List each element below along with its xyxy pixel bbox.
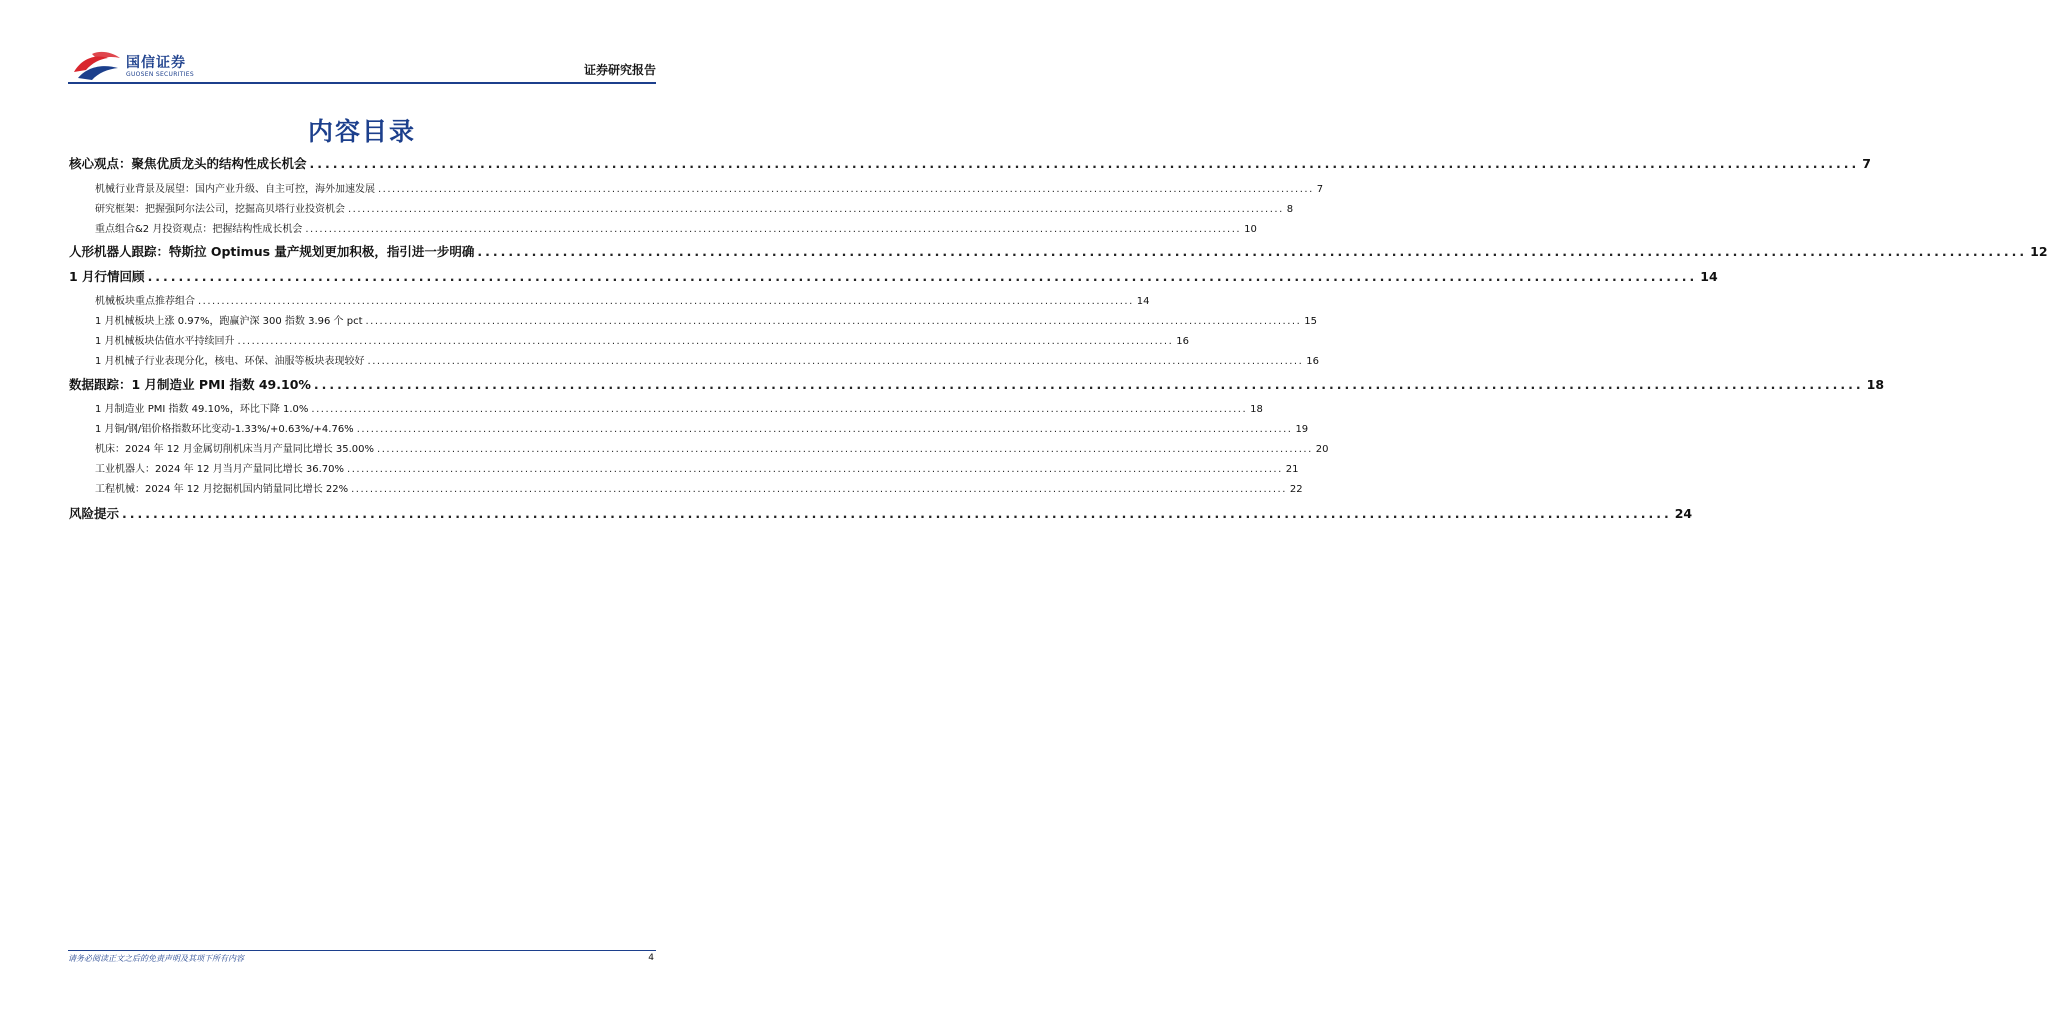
toc-entry-page: 18 (1250, 404, 1263, 415)
toc-entry-subsection[interactable] (95, 460, 1299, 475)
toc-leader-dots: ........................................................................................................................................................................................................ (309, 156, 1860, 171)
page-number: 4 (648, 953, 654, 963)
toc-entry-subsection[interactable] (95, 200, 1294, 215)
toc-entry-title: 数据跟踪：1 月制造业 PMI 指数 49.10% (69, 377, 311, 392)
toc-entry-subsection[interactable] (95, 400, 1263, 415)
toc-entry-title: 研究框架：把握强阿尔法公司，挖掘高贝塔行业投资机会 (95, 204, 345, 215)
toc-entry-page: 8 (1286, 204, 1294, 215)
toc-entry-section[interactable] (69, 154, 1871, 172)
toc-entry-page: 16 (1176, 336, 1190, 347)
toc-entry-section[interactable] (69, 504, 1693, 522)
toc-leader-dots: ........................................................................................................................................................................................................ (237, 336, 1174, 347)
toc-entry-page: 18 (1866, 377, 1885, 392)
toc-leader-dots: ........................................................................................................................................................................................................ (348, 204, 1284, 215)
toc-title: 内容目录 (307, 117, 416, 146)
toc-leader-dots: ........................................................................................................................................................................................................ (356, 424, 1293, 435)
toc-entry-page: 21 (1285, 464, 1299, 475)
toc-entry-title: 重点组合&2 月投资观点：把握结构性成长机会 (95, 224, 303, 235)
toc-entry-subsection[interactable] (95, 220, 1257, 235)
footer-disclaimer: 请务必阅读正文之后的免责声明及其项下所有内容 (68, 954, 244, 963)
header-divider (68, 82, 656, 84)
toc-entry-title: 机床：2024 年 12 月金属切削机床当月产量同比增长 35.00% (95, 444, 375, 455)
toc-leader-dots: ........................................................................................................................................................................................................ (477, 244, 2028, 259)
toc-entry-title: 1 月制造业 PMI 指数 49.10%，环比下降 1.0% (95, 404, 309, 415)
toc-leader-dots: ........................................................................................................................................................................................................ (351, 484, 1287, 495)
toc-leader-dots: ........................................................................................................................................................................................................ (347, 464, 1283, 475)
toc-leader-dots: ........................................................................................................................................................................................................ (147, 269, 1698, 284)
toc-leader-dots: ........................................................................................................................................................................................................ (365, 316, 1302, 327)
toc-leader-dots: ........................................................................................................................................................................................................ (377, 444, 1313, 455)
toc-entry-section[interactable] (69, 267, 1718, 285)
footer-divider (68, 950, 656, 951)
toc-entry-subsection[interactable] (95, 420, 1309, 435)
toc-entry-title: 1 月机械板块上涨 0.97%，跑赢沪深 300 指数 3.96 个 pct (95, 316, 363, 327)
brand-subtitle: GUOSEN SECURITIES (126, 71, 195, 78)
toc-entry-title: 1 月铜/钢/铝价格指数环比变动-1.33%/+0.63%/+4.76% (95, 424, 354, 435)
toc-entry-page: 19 (1295, 424, 1309, 435)
toc-entry-page: 7 (1316, 184, 1324, 195)
toc-entry-title: 1 月机械板块估值水平持续回升 (95, 336, 235, 347)
toc-entry-page: 14 (1136, 296, 1150, 307)
toc-entry-page: 22 (1289, 484, 1303, 495)
toc-entry-page: 10 (1244, 224, 1257, 235)
page-header (0, 0, 724, 90)
toc-entry-title: 风险提示 (69, 506, 120, 521)
toc-entry-page: 12 (2030, 244, 2048, 259)
guosen-logo-mark-icon (70, 50, 124, 86)
toc-leader-dots: ........................................................................................................................................................................................................ (311, 404, 1248, 415)
toc-entry-title: 人形机器人跟踪：特斯拉 Optimus 量产规划更加积极，指引进一步明确 (69, 244, 475, 259)
toc-entry-title: 1 月机械子行业表现分化，核电、环保、油服等板块表现较好 (95, 356, 365, 367)
toc-leader-dots: ........................................................................................................................................................................................................ (305, 224, 1242, 235)
toc-entry-subsection[interactable] (95, 292, 1150, 307)
toc-entry-title: 1 月行情回顾 (69, 269, 145, 284)
toc-entry-subsection[interactable] (95, 352, 1320, 367)
toc-entry-title: 工业机器人：2024 年 12 月当月产量同比增长 36.70% (95, 464, 345, 475)
toc-entry-title: 机械板块重点推荐组合 (95, 296, 195, 307)
toc-entry-section[interactable] (69, 375, 1885, 393)
toc-entry-page: 14 (1700, 269, 1718, 284)
guosen-logo (70, 50, 210, 86)
brand-name: 国信证券 (126, 55, 186, 71)
toc-entry-title: 机械行业背景及展望：国内产业升级、自主可控，海外加速发展 (95, 184, 375, 195)
toc-entry-section[interactable] (69, 242, 2048, 260)
toc-entry-page: 7 (1862, 156, 1871, 171)
toc-leader-dots: ........................................................................................................................................................................................................ (313, 377, 1864, 392)
toc-entry-subsection[interactable] (95, 480, 1303, 495)
toc-entry-page: 20 (1315, 444, 1329, 455)
toc-entry-title: 工程机械：2024 年 12 月挖掘机国内销量同比增长 22% (95, 484, 349, 495)
toc-entry-page: 15 (1304, 316, 1317, 327)
toc-entry-page: 16 (1306, 356, 1320, 367)
toc-leader-dots: ........................................................................................................................................................................................................ (378, 184, 1314, 195)
toc-entry-title: 核心观点：聚焦优质龙头的结构性成长机会 (69, 156, 307, 171)
toc-leader-dots: ........................................................................................................................................................................................................ (198, 296, 1134, 307)
toc-leader-dots: ........................................................................................................................................................................................................ (367, 356, 1304, 367)
toc-entry-subsection[interactable] (95, 180, 1324, 195)
toc-entry-page: 24 (1674, 506, 1693, 521)
report-type-label: 证券研究报告 (583, 63, 656, 77)
toc-entry-subsection[interactable] (95, 332, 1190, 347)
toc-entry-subsection[interactable] (95, 312, 1317, 327)
toc-leader-dots: ........................................................................................................................................................................................................ (122, 506, 1672, 521)
toc-entry-subsection[interactable] (95, 440, 1329, 455)
